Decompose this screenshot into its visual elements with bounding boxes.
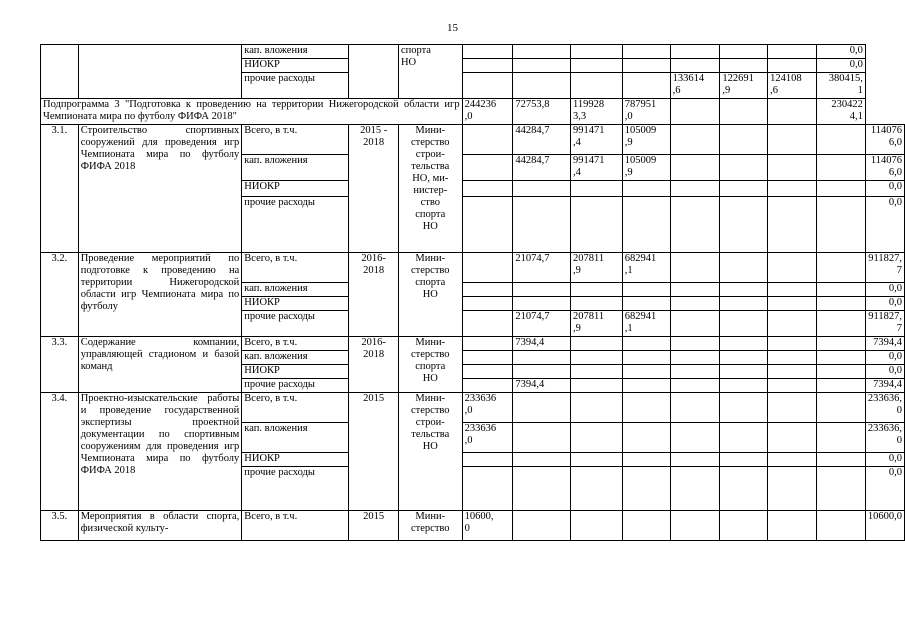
value-cell xyxy=(622,351,670,365)
expense-type-cell: кап. вложения xyxy=(242,351,349,365)
table-row xyxy=(41,45,905,59)
value-cell: 244236 ,0 xyxy=(462,99,513,125)
value-cell xyxy=(513,351,571,365)
value-cell xyxy=(720,365,768,379)
value-cell: 105009 ,9 xyxy=(622,125,670,155)
value-cell: 133614 ,6 xyxy=(670,73,720,99)
value-cell xyxy=(462,337,513,351)
org-cell: Мини- стерство спорта НО xyxy=(398,253,462,337)
value-cell xyxy=(462,453,513,467)
value-cell xyxy=(768,351,817,365)
expense-type-cell: Всего, в т.ч. xyxy=(242,393,349,423)
program-table xyxy=(40,44,905,541)
total-cell: 7394,4 xyxy=(865,379,904,393)
value-cell xyxy=(462,311,513,337)
value-cell xyxy=(622,423,670,453)
value-cell xyxy=(513,365,571,379)
value-cell xyxy=(720,253,768,283)
value-cell xyxy=(768,197,817,253)
value-cell xyxy=(670,283,720,297)
expense-type-cell: прочие расходы xyxy=(242,467,349,511)
value-cell xyxy=(670,393,720,423)
value-cell xyxy=(816,393,865,423)
value-cell: 991471 ,4 xyxy=(571,155,623,181)
value-cell xyxy=(816,311,865,337)
value-cell xyxy=(513,181,571,197)
value-cell xyxy=(513,453,571,467)
value-cell: 10600, 0 xyxy=(462,511,513,541)
value-cell xyxy=(768,181,817,197)
expense-type-cell: Всего, в т.ч. xyxy=(242,511,349,541)
org-cell: Мини- стерство строи- тельства НО xyxy=(398,393,462,511)
org-cell: Мини- стерство строи- тельства НО, ми- нистер- ство спорта НО xyxy=(398,125,462,253)
value-cell xyxy=(571,297,623,311)
value-cell: 207811 ,9 xyxy=(571,253,623,283)
total-cell: 10600,0 xyxy=(865,511,904,541)
value-cell xyxy=(622,453,670,467)
total-cell: 911827, 7 xyxy=(865,311,904,337)
value-cell xyxy=(513,467,571,511)
value-cell: 787951 ,0 xyxy=(622,99,670,125)
value-cell xyxy=(670,155,720,181)
value-cell xyxy=(622,379,670,393)
value-cell xyxy=(768,337,817,351)
period-cell: 2015 xyxy=(349,393,399,511)
value-cell xyxy=(816,365,865,379)
total-cell: 0,0 xyxy=(865,297,904,311)
period-cell: 2015 xyxy=(349,511,399,541)
value-cell xyxy=(816,283,865,297)
expense-type-cell: кап. вложения xyxy=(242,423,349,453)
expense-type-cell: кап. вложения xyxy=(242,283,349,297)
value-cell xyxy=(571,337,623,351)
value-cell xyxy=(670,423,720,453)
num-cell xyxy=(41,45,79,99)
period-cell: 2015 - 2018 xyxy=(349,125,399,253)
value-cell xyxy=(670,253,720,283)
value-cell xyxy=(720,125,768,155)
table-row xyxy=(41,337,905,351)
total-cell: 0,0 xyxy=(865,365,904,379)
value-cell: 44284,7 xyxy=(513,155,571,181)
total-cell: 230422 4,1 xyxy=(816,99,865,125)
value-cell xyxy=(720,181,768,197)
value-cell xyxy=(462,365,513,379)
value-cell: 122691 ,9 xyxy=(720,73,768,99)
value-cell xyxy=(571,197,623,253)
total-cell: 0,0 xyxy=(865,467,904,511)
expense-type-cell: НИОКР xyxy=(242,297,349,311)
value-cell: 7394,4 xyxy=(513,379,571,393)
value-cell xyxy=(462,283,513,297)
type-cell: кап. вложения xyxy=(242,45,349,59)
value-cell xyxy=(768,365,817,379)
total-cell: 0,0 xyxy=(865,197,904,253)
value-cell xyxy=(513,297,571,311)
page-number: 15 xyxy=(447,22,458,34)
value-cell xyxy=(720,197,768,253)
expense-type-cell: Всего, в т.ч. xyxy=(242,337,349,351)
table-row xyxy=(41,253,905,283)
value-cell xyxy=(670,351,720,365)
name-cell xyxy=(78,45,242,99)
value-cell xyxy=(462,197,513,253)
value-cell xyxy=(816,181,865,197)
value-cell xyxy=(816,467,865,511)
value-cell: 119928 3,3 xyxy=(571,99,623,125)
value-cell: 682941 ,1 xyxy=(622,311,670,337)
value-cell xyxy=(720,351,768,365)
period-cell xyxy=(349,45,399,99)
total-cell: 233636, 0 xyxy=(865,423,904,453)
value-cell xyxy=(816,337,865,351)
value-cell xyxy=(720,393,768,423)
total-cell: 0,0 xyxy=(865,283,904,297)
subprogram-row xyxy=(41,99,905,125)
value-cell xyxy=(720,297,768,311)
value-cell xyxy=(670,337,720,351)
value-cell xyxy=(622,511,670,541)
value-cell xyxy=(720,379,768,393)
item-number: 3.1. xyxy=(41,125,79,253)
value-cell xyxy=(571,181,623,197)
total-cell: 911827, 7 xyxy=(865,253,904,283)
total-cell: 114076 6,0 xyxy=(865,155,904,181)
expense-type-cell: НИОКР xyxy=(242,181,349,197)
item-name: Содержание компании, управляющей стадионом и базой команд xyxy=(78,337,242,393)
value-cell xyxy=(670,467,720,511)
value-cell xyxy=(768,379,817,393)
value-cell xyxy=(720,283,768,297)
value-cell xyxy=(513,393,571,423)
value-cell xyxy=(462,253,513,283)
table-row xyxy=(41,125,905,155)
value-cell xyxy=(670,453,720,467)
value-cell: 682941 ,1 xyxy=(622,253,670,283)
item-number: 3.5. xyxy=(41,511,79,541)
value-cell xyxy=(622,283,670,297)
total-cell: 233636, 0 xyxy=(865,393,904,423)
total-cell: 0,0 xyxy=(865,181,904,197)
value-cell xyxy=(670,311,720,337)
value-cell: 207811 ,9 xyxy=(571,311,623,337)
value-cell xyxy=(571,365,623,379)
org-cell: Мини- стерство спорта НО xyxy=(398,337,462,393)
expense-type-cell: прочие расходы xyxy=(242,311,349,337)
item-name: Проведение мероприятий по подготовке к проведению на территории Нижегородской области игр Чемпионата мира по футболу xyxy=(78,253,242,337)
value-cell xyxy=(622,197,670,253)
value-cell: 21074,7 xyxy=(513,253,571,283)
expense-type-cell: кап. вложения xyxy=(242,155,349,181)
value-cell: 21074,7 xyxy=(513,311,571,337)
value-cell xyxy=(462,351,513,365)
value-cell xyxy=(720,511,768,541)
value-cell xyxy=(816,351,865,365)
value-cell xyxy=(670,511,720,541)
item-number: 3.3. xyxy=(41,337,79,393)
value-cell xyxy=(768,253,817,283)
value-cell xyxy=(571,511,623,541)
value-cell: 991471 ,4 xyxy=(571,125,623,155)
value-cell xyxy=(720,453,768,467)
value-cell xyxy=(816,297,865,311)
value-cell xyxy=(571,467,623,511)
value-cell xyxy=(816,511,865,541)
value-cell: 233636 ,0 xyxy=(462,423,513,453)
item-name: Строительство спортивных сооружений для проведения игр Чемпионата мира по футболу ФИФА 2018 xyxy=(78,125,242,253)
value-cell xyxy=(670,197,720,253)
value-cell xyxy=(720,467,768,511)
total-cell: 0,0 xyxy=(865,351,904,365)
value-cell xyxy=(622,337,670,351)
item-number: 3.4. xyxy=(41,393,79,511)
value-cell xyxy=(670,379,720,393)
expense-type-cell: НИОКР xyxy=(242,365,349,379)
value-cell xyxy=(816,453,865,467)
total-cell: 7394,4 xyxy=(865,337,904,351)
table-row xyxy=(41,511,905,541)
expense-type-cell: Всего, в т.ч. xyxy=(242,125,349,155)
value-cell xyxy=(462,181,513,197)
value-cell xyxy=(462,379,513,393)
value-cell xyxy=(670,181,720,197)
value-cell: 44284,7 xyxy=(513,125,571,155)
type-cell: прочие расходы xyxy=(242,73,349,99)
value-cell xyxy=(768,453,817,467)
expense-type-cell: прочие расходы xyxy=(242,197,349,253)
value-cell xyxy=(816,197,865,253)
value-cell xyxy=(816,423,865,453)
org-cell: Мини- стерство xyxy=(398,511,462,541)
value-cell: 7394,4 xyxy=(513,337,571,351)
value-cell xyxy=(768,511,817,541)
value-cell xyxy=(768,423,817,453)
value-cell xyxy=(571,283,623,297)
value-cell: 72753,8 xyxy=(513,99,571,125)
expense-type-cell: НИОКР xyxy=(242,453,349,467)
value-cell xyxy=(622,393,670,423)
period-cell: 2016- 2018 xyxy=(349,337,399,393)
value-cell xyxy=(462,155,513,181)
value-cell xyxy=(513,511,571,541)
table-row xyxy=(41,393,905,423)
value-cell: 124108 ,6 xyxy=(768,73,817,99)
value-cell xyxy=(622,181,670,197)
total-cell: 0,0 xyxy=(816,59,865,73)
value-cell xyxy=(720,337,768,351)
value-cell xyxy=(670,125,720,155)
total-cell: 380415, 1 xyxy=(816,73,865,99)
value-cell xyxy=(571,453,623,467)
value-cell xyxy=(768,283,817,297)
value-cell xyxy=(462,467,513,511)
total-cell: 114076 6,0 xyxy=(865,125,904,155)
value-cell: 105009 ,9 xyxy=(622,155,670,181)
value-cell xyxy=(571,423,623,453)
value-cell xyxy=(622,297,670,311)
value-cell xyxy=(816,125,865,155)
value-cell xyxy=(768,311,817,337)
value-cell xyxy=(571,379,623,393)
value-cell xyxy=(720,155,768,181)
value-cell: 233636 ,0 xyxy=(462,393,513,423)
value-cell xyxy=(720,311,768,337)
value-cell xyxy=(571,393,623,423)
value-cell xyxy=(571,351,623,365)
total-cell: 0,0 xyxy=(816,45,865,59)
value-cell xyxy=(513,283,571,297)
value-cell xyxy=(816,253,865,283)
value-cell xyxy=(462,125,513,155)
value-cell xyxy=(622,467,670,511)
value-cell xyxy=(462,297,513,311)
item-number: 3.2. xyxy=(41,253,79,337)
value-cell xyxy=(670,297,720,311)
item-name: Проектно-изыскательские работы и проведение государственной экспертизы проектной документации по спортивным сооружениям для проведения игр Чемпионата мира по футболу ФИФА 2018 xyxy=(78,393,242,511)
value-cell xyxy=(513,197,571,253)
subprogram-title: Подпрограмма 3 "Подготовка к проведению на территории Нижегородской области игр Чемпионата мира по футболу ФИФА 2018" xyxy=(41,99,463,125)
value-cell xyxy=(768,467,817,511)
expense-type-cell: Всего, в т.ч. xyxy=(242,253,349,283)
value-cell xyxy=(768,297,817,311)
value-cell xyxy=(622,365,670,379)
org-cell: спорта НО xyxy=(398,45,462,99)
value-cell xyxy=(670,365,720,379)
value-cell xyxy=(768,393,817,423)
total-cell: 0,0 xyxy=(865,453,904,467)
value-cell xyxy=(768,125,817,155)
value-cell xyxy=(768,155,817,181)
expense-type-cell: прочие расходы xyxy=(242,379,349,393)
type-cell: НИОКР xyxy=(242,59,349,73)
value-cell xyxy=(816,155,865,181)
value-cell xyxy=(513,423,571,453)
value-cell xyxy=(816,379,865,393)
period-cell: 2016- 2018 xyxy=(349,253,399,337)
item-name: Мероприятия в области спорта, физической культу- xyxy=(78,511,242,541)
value-cell xyxy=(720,423,768,453)
